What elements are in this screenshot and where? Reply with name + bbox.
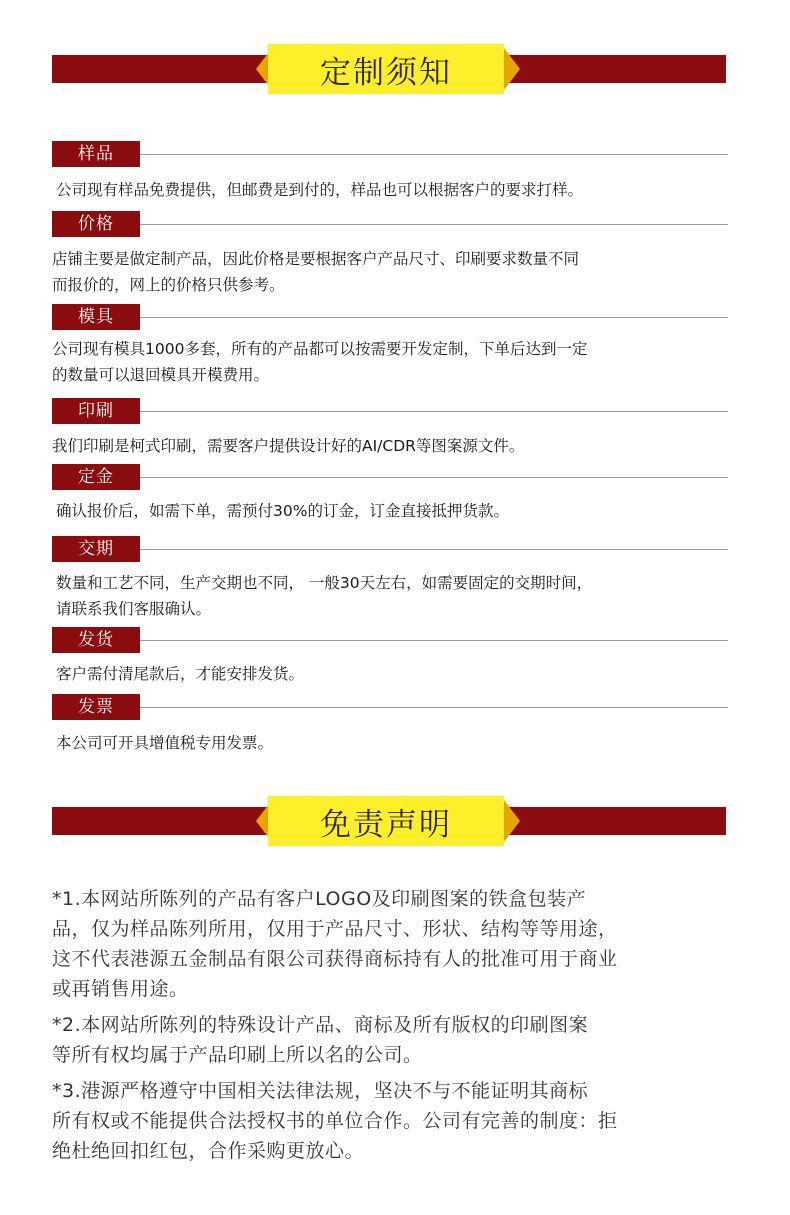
disclaimer-paragraph-3: *3.港源严格遵守中国相关法律法规，坚决不与不能证明其商标 所有权或不能提供合法授权书的单位合作。公司有完善的制度：拒 绝杜绝回扣红包，合作采购更放心。 bbox=[52, 1080, 618, 1162]
section-text-delivery: 数量和工艺不同，生产交期也不同， 一般30天左右，如需要固定的交期时间， 请联系我们客服确认。 bbox=[56, 574, 593, 618]
notice-title: 定制须知 bbox=[268, 44, 504, 94]
section-rule bbox=[140, 707, 728, 708]
section-label: 印刷 bbox=[52, 398, 140, 424]
section-header-invoice bbox=[52, 694, 728, 720]
section-label: 发货 bbox=[52, 627, 140, 653]
section-header-delivery bbox=[52, 536, 728, 562]
section-text-deposit: 确认报价后，如需下单，需预付30%的订金，订金直接抵押货款。 bbox=[56, 502, 509, 520]
section-header-sample bbox=[52, 141, 728, 167]
section-header-mold bbox=[52, 304, 728, 330]
section-rule bbox=[140, 549, 728, 550]
section-header-price bbox=[52, 211, 728, 237]
section-label: 发票 bbox=[52, 694, 140, 720]
section-label: 样品 bbox=[52, 141, 140, 167]
section-rule bbox=[140, 411, 728, 412]
section-label: 价格 bbox=[52, 211, 140, 237]
disclaimer-paragraph-1: *1.本网站所陈列的产品有客户LOGO及印刷图案的铁盒包装产 品，仅为样品陈列所用，仅用于产品尺寸、形状、结构等等用途， 这不代表港源五金制品有限公司获得商标持有人的批准可用于商业 或再销售用途。 bbox=[52, 888, 618, 1000]
section-rule bbox=[140, 224, 728, 225]
section-label: 模具 bbox=[52, 304, 140, 330]
section-header-shipping bbox=[52, 627, 728, 653]
section-rule bbox=[140, 317, 728, 318]
section-header-deposit bbox=[52, 464, 728, 490]
section-text-shipping: 客户需付清尾款后，才能安排发货。 bbox=[56, 665, 305, 683]
section-text-printing: 我们印刷是柯式印刷，需要客户提供设计好的AI/CDR等图案源文件。 bbox=[52, 437, 525, 455]
section-text-mold: 公司现有模具1000多套，所有的产品都可以按需要开发定制，下单后达到一定 的数量可以退回模具开模费用。 bbox=[52, 340, 588, 384]
section-label: 定金 bbox=[52, 464, 140, 490]
section-rule bbox=[140, 154, 728, 155]
section-rule bbox=[140, 477, 728, 478]
notice-banner bbox=[52, 44, 726, 96]
section-header-printing bbox=[52, 398, 728, 424]
section-text-price: 店铺主要是做定制产品，因此价格是要根据客户产品尺寸、印刷要求数量不同 而报价的，网上的价格只供参考。 bbox=[52, 250, 580, 294]
section-rule bbox=[140, 640, 728, 641]
disclaimer-paragraph-2: *2.本网站所陈列的特殊设计产品、商标及所有版权的印刷图案 等所有权均属于产品印刷上所以名的公司。 bbox=[52, 1014, 589, 1066]
section-text-sample: 公司现有样品免费提供，但邮费是到付的，样品也可以根据客户的要求打样。 bbox=[56, 181, 584, 199]
disclaimer-title: 免责声明 bbox=[268, 796, 504, 846]
disclaimer-banner bbox=[52, 796, 726, 848]
section-text-invoice: 本公司可开具增值税专用发票。 bbox=[56, 734, 274, 752]
section-label: 交期 bbox=[52, 536, 140, 562]
